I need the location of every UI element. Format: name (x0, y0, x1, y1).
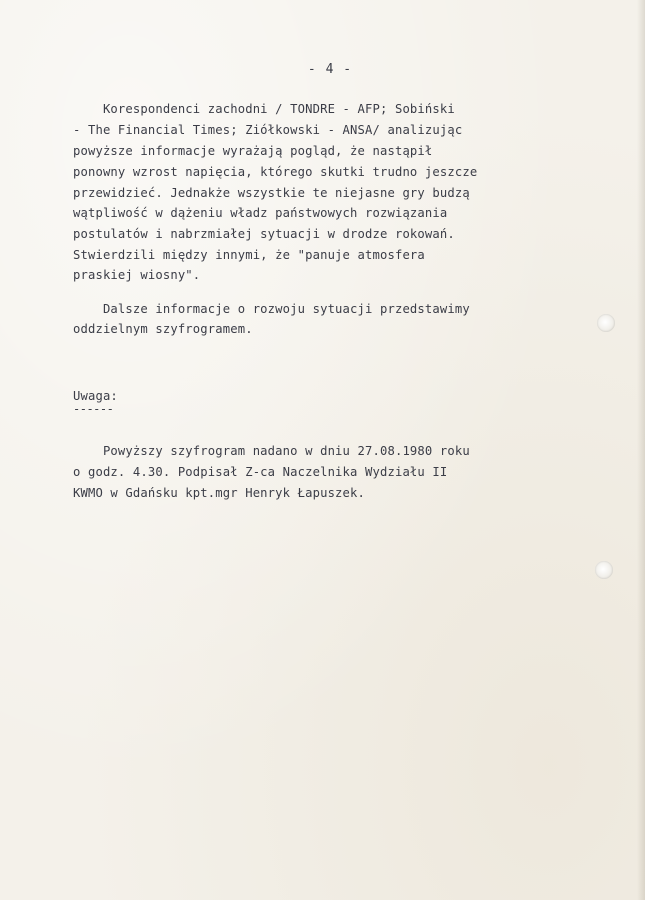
paragraph-1-line: Korespondenci zachodni / TONDRE - AFP; Sobiński (73, 102, 455, 116)
paragraph-1-line: praskiej wiosny". (73, 268, 201, 282)
note-heading-underline: ------ (73, 402, 114, 416)
punch-hole (595, 561, 613, 579)
paragraph-1-line: ponowny wzrost napięcia, którego skutki trudno jeszcze (73, 165, 478, 179)
paragraph-1-line: wątpliwość w dążeniu władz państwowych rozwiązania (73, 206, 448, 220)
page-edge-shadow (637, 0, 645, 900)
paragraph-3-line: Powyższy szyfrogram nadano w dniu 27.08.1980 roku (73, 444, 470, 458)
paragraph-1-line: - The Financial Times; Ziółkowski - ANSA/ analizując (73, 123, 463, 137)
punch-hole (597, 314, 615, 332)
paragraph-3-line: KWMO w Gdańsku kpt.mgr Henryk Łapuszek. (73, 486, 366, 500)
paragraph-2-line: Dalsze informacje o rozwoju sytuacji przedstawimy (73, 302, 470, 316)
paragraph-1-line: Stwierdzili między innymi, że "panuje atmosfera (73, 248, 425, 262)
paragraph-1-line: przewidzieć. Jednakże wszystkie te niejasne gry budzą (73, 186, 470, 200)
paragraph-1-line: powyższe informacje wyrażają pogląd, że nastąpił (73, 144, 433, 158)
page-number: - 4 - (307, 62, 353, 77)
paragraph-1-line: postulatów i nabrzmiałej sytuacji w drodze rokowań. (73, 227, 455, 241)
paragraph-3-line: o godz. 4.30. Podpisał Z-ca Naczelnika Wydziału II (73, 465, 448, 479)
note-heading: Uwaga: (73, 389, 118, 403)
paragraph-2-line: oddzielnym szyfrogramem. (73, 322, 253, 336)
